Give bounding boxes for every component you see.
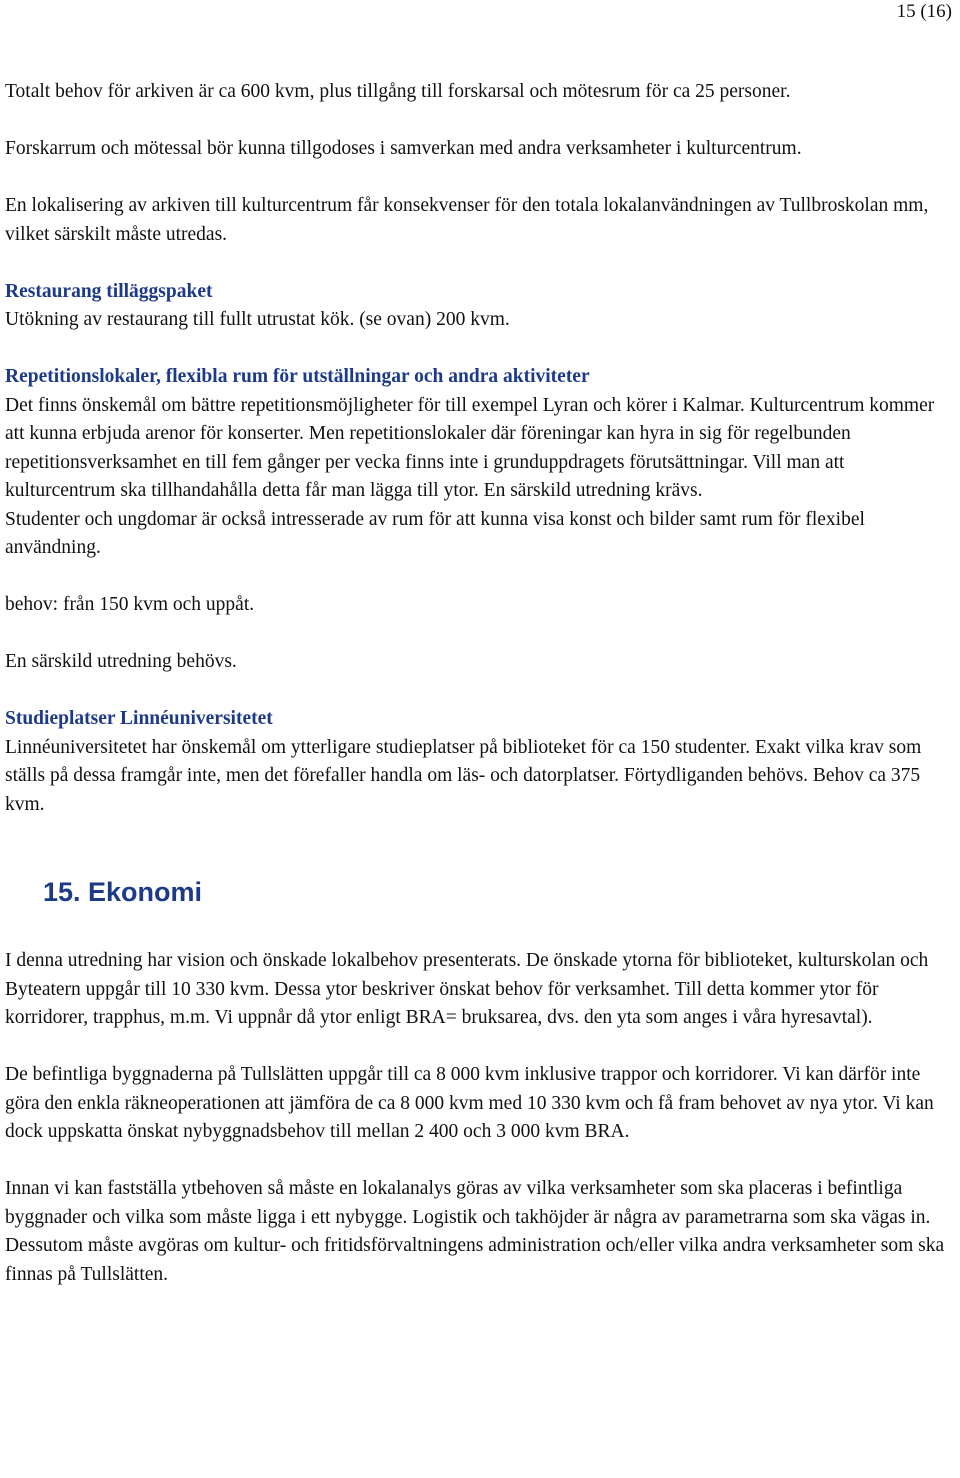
heading-repetition: Repetitionslokaler, flexibla rum för utställningar och andra aktiviteter <box>5 366 590 387</box>
page-number: 15 (16) <box>896 1 952 22</box>
paragraph-archive-need: Totalt behov för arkiven är ca 600 kvm, plus tillgång till forskarsal och mötesrum för ca 25 personer. <box>5 81 791 102</box>
paragraph-ekonomi-2: De befintliga byggnaderna på Tullslätten uppgår till ca 8 000 kvm inklusive trappor och korridorer. Vi kan därför inte göra den enkla räkneoperationen att jämföra de ca 8 000 kvm med 10 330 kvm och få fram behovet av nya ytor. Vi kan dock uppskatta önskat nybyggnadsbehov till mellan 2 400 och 3 000 kvm BRA. <box>5 1064 934 1142</box>
text-studieplatser: Linnéuniversitetet har önskemål om ytterligare studieplatser på biblioteket för ca 150 studenter. Exakt vilka krav som ställs på dessa framgår inte, men det förefaller handla om läs- och datorplatser. Förtydliganden behövs. Behov ca 375 kvm. <box>5 736 922 815</box>
paragraph-localisation: En lokalisering av arkiven till kulturcentrum får konsekvenser för den totala lokalanvändningen av Tullbroskolan mm, vilket särskilt måste utredas. <box>5 195 929 245</box>
paragraph-ekonomi-3: Innan vi kan fastställa ytbehoven så måste en lokalanalys göras av vilka verksamheter som ska placeras i befintliga byggnader och vilka som måste ligga i ett nybygge. Logistik och takhöjder är några av parametrarna som ska vägas in. Dessutom måste avgöras om kultur- och fritidsförvaltningens administration och/eller vilka andra verksamheter som ska finnas på Tullslätten. <box>5 1178 945 1285</box>
document-body <box>5 78 955 1318</box>
chapter-heading-ekonomi: 15. Ekonomi <box>43 877 203 907</box>
paragraph-research-rooms: Forskarrum och mötessal bör kunna tillgodoses i samverkan med andra verksamheter i kulturcentrum. <box>5 138 802 159</box>
text-repetition-investigation: En särskild utredning behövs. <box>5 651 237 672</box>
text-restaurang: Utökning av restaurang till fullt utrustat kök. (se ovan) 200 kvm. <box>5 309 510 330</box>
text-repetition-need: behov: från 150 kvm och uppåt. <box>5 594 255 615</box>
section-restaurang <box>5 278 955 335</box>
text-repetition-2: Studenter och ungdomar är också intresserade av rum för att kunna visa konst och bilder samt rum för flexibel användning. <box>5 508 865 558</box>
text-repetition-1: Det finns önskemål om bättre repetitionsmöjligheter för till exempel Lyran och körer i Kalmar. Kulturcentrum kommer att kunna erbjuda arenor för konserter. Men repetitionslokaler där föreningar kan hyra in sig för regelbunden repetitionsverksamhet en till fem gånger per vecka finns inte i grunduppdragets förutsättningar. Vill man att kulturcentrum ska tillhandahålla detta får man lägga till ytor. En särskild utredning krävs. <box>5 394 935 501</box>
paragraph-ekonomi-1: I denna utredning har vision och önskade lokalbehov presenterats. De önskade ytorna för biblioteket, kulturskolan och Byteatern uppgår till 10 330 kvm. Dessa ytor beskriver önskat behov för verksamhet. Till detta kommer ytor för korridorer, trapphus, m.m. Vi uppnår då ytor enligt BRA= bruksarea, dvs. den yta som anges i våra hyresavtal). <box>5 950 929 1028</box>
heading-restaurang: Restaurang tilläggspaket <box>5 280 213 302</box>
heading-studieplatser: Studieplatser Linnéuniversitetet <box>5 708 273 729</box>
section-studieplatser <box>5 705 955 819</box>
section-repetition <box>5 363 955 506</box>
